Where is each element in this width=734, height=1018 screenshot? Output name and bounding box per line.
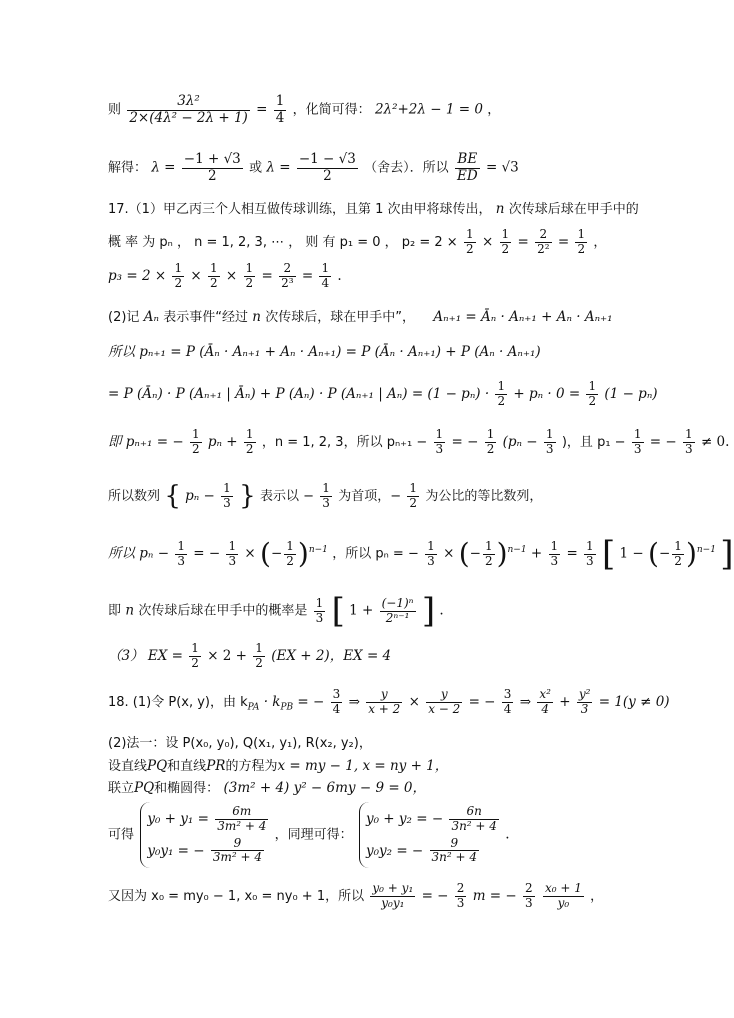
line-lambda-solution — [108, 152, 519, 184]
formula: 1 + — [349, 602, 374, 619]
fraction: $\frac{1}{2}$ — [209, 261, 218, 290]
formula: = P (Āₙ) · P (Aₙ₊₁ | Āₙ) + P (Aₙ) · P (Aₙ₊₁ | Aₙ) = (1 − pₙ) · — [108, 385, 490, 402]
text: 或 — [249, 160, 263, 176]
fraction: $\frac{1}{3}$ — [685, 427, 693, 456]
text: 的方程为 — [225, 759, 278, 774]
text: = − — [297, 693, 325, 710]
formula: (pₙ − — [502, 433, 538, 450]
formula: λ = — [151, 159, 176, 176]
fraction: $\frac{1}{4}$ — [275, 93, 285, 126]
text: (2)法一：设 P(x₀, y₀), Q(x₁, y₁), R(x₂, y₂)， — [108, 736, 372, 751]
text: 又因为 x₀ = my₀ − 1, x₀ = ny₀ + 1，所以 — [108, 888, 365, 904]
text: 可得 — [108, 827, 135, 843]
text: = — [557, 233, 570, 250]
text: ⇒ — [519, 693, 532, 710]
formula: n — [125, 602, 135, 619]
formula: · k — [263, 693, 281, 710]
fraction: $\frac{1}{3}$ — [633, 427, 642, 456]
formula: 2λ²+2λ − 1 = 0 — [374, 101, 483, 118]
text: × — [443, 545, 455, 562]
fraction: $\frac{1}{3}$ — [550, 538, 559, 568]
text: （舍去）．所以 — [364, 160, 449, 176]
text: = — [566, 545, 578, 562]
formula: x = my − 1, x = ny + 1， — [277, 758, 449, 774]
q18-part2-line2 — [108, 760, 448, 774]
fraction: $\frac{1}{2}$ — [409, 481, 418, 510]
text: ， — [593, 234, 607, 250]
text: ≠ 0. — [700, 433, 730, 450]
fraction: $\frac{2}{3}$ — [456, 881, 465, 910]
formula: pₙ + — [207, 433, 238, 450]
fraction: $\frac{1}{2}$ — [501, 227, 510, 256]
text: 18. (1)令 P(x, y)，由 k — [108, 694, 248, 710]
fraction: $\frac{1}{2}$ — [577, 227, 586, 256]
fraction: $\frac{y}{x - 2}$ — [428, 687, 461, 716]
fraction: $\frac{1}{2}$ — [497, 379, 506, 408]
text: (2)记 — [108, 310, 140, 325]
fraction: $\frac{1}{2}$ — [484, 538, 493, 568]
fraction: $\frac{2}{\text{2²}}$ — [537, 227, 550, 256]
text: 联立 — [108, 781, 135, 796]
fraction: $\frac{\text{y₀ + y₁}}{\text{y₀y₁}}$ — [372, 881, 414, 910]
subscript: PA — [247, 702, 260, 713]
fraction: $\frac{1}{3}$ — [586, 538, 594, 568]
fraction: $\frac{2}{3}$ — [525, 881, 533, 910]
formula: (1 − pₙ) — [604, 385, 658, 402]
q18-part2-line3 — [108, 782, 426, 796]
text: ， — [590, 888, 604, 904]
q17-part1-line1 — [108, 203, 639, 217]
q17-part1-line2 — [108, 228, 606, 257]
fraction: $\frac{\text{3λ²}}{\text{2×(4λ² − 2λ + 1)}}$ — [129, 93, 248, 126]
formula: n — [252, 309, 261, 325]
text: 和直线 — [167, 759, 207, 774]
fraction: $\frac{\text{(−1)ⁿ}}{\text{2ⁿ⁻¹}}$ — [381, 595, 414, 625]
text: ，所以 pₙ = − — [332, 546, 419, 562]
q18-part1-line — [108, 688, 670, 717]
formula: 所以 pₙ − — [108, 545, 170, 562]
text: 解得： — [108, 160, 148, 176]
formula: （3） EX = — [108, 647, 183, 664]
text: = − — [468, 693, 496, 710]
q17-part2-line3 — [108, 380, 658, 409]
q17-pn-line: 所以 pₙ − $\frac{1}{3}$ = − $\frac{1}{3}$ × (− $\frac{1}{2}$ )$^{n-1}$ ，所以 pₙ = − $\frac{1}{3}$ × (− $\frac{1}{2}$ )$^{n-1}$ + $\frac{1}{3}$ = $\frac{1}{3}$ [ 1 − (− $\frac{1}{2}$ )$^{n-1}$ ] — [108, 534, 734, 574]
fraction: $\frac{1}{2}$ — [588, 379, 597, 408]
text: 和椭圆得： — [154, 781, 220, 796]
subscript: PB — [280, 702, 294, 713]
text: ，同理可得： — [274, 827, 353, 843]
text: ，化简可得： — [292, 102, 371, 118]
exponent: n−1 — [308, 545, 328, 555]
formula: PQ — [147, 758, 168, 774]
text: )，且 p₁ − — [561, 434, 626, 450]
q17-part2-line1 — [108, 311, 613, 325]
text: 即 — [108, 603, 122, 619]
text: × — [190, 267, 202, 284]
line-lambda-equation — [108, 94, 500, 126]
fraction: $\frac{-1 - √3}{2}$ — [298, 151, 356, 184]
formula: m = − — [472, 887, 517, 904]
text: 设直线 — [108, 759, 148, 774]
fraction: $\frac{3}{4}$ — [332, 687, 341, 716]
q17-part2-line2 — [108, 346, 541, 360]
text: . — [505, 826, 510, 843]
fraction: $\frac{1}{2}$ — [255, 641, 263, 670]
fraction: $\frac{1}{2}$ — [191, 427, 200, 456]
fraction: $\frac{1}{4}$ — [321, 261, 330, 290]
text: + — [559, 693, 571, 710]
text: 次传球后，球在甲手中”， — [265, 310, 416, 325]
fraction: $\frac{\text{x²}}{4}$ — [539, 687, 551, 716]
text: 则 — [108, 102, 122, 118]
text: ⇒ — [348, 693, 360, 710]
formula: = √3 — [485, 159, 519, 176]
text: = — [301, 267, 314, 284]
text: 所以数列 — [108, 488, 161, 504]
text: = − — [421, 887, 449, 904]
fraction: $\frac{1}{2}$ — [191, 641, 199, 670]
text: ， — [487, 102, 501, 118]
formula: 即 pₙ₊₁ = − — [108, 433, 184, 450]
text: 表示事件“经过 — [163, 310, 248, 325]
fraction: $\frac{1}{3}$ — [177, 538, 185, 568]
fraction: $\frac{1}{3}$ — [228, 538, 237, 568]
formula: + pₙ · 0 = — [513, 385, 581, 402]
equation-system-q: y₀ + y₁ = $\frac{6m}{\text{3m² + 4}}$ y₀y₁ = − $\frac{9}{\text{3m² + 4}}$ — [140, 802, 270, 868]
fraction: $\frac{1}{2}$ — [286, 538, 294, 568]
fraction: $\frac{1}{3}$ — [435, 427, 444, 456]
fraction: $\frac{1}{2}$ — [674, 538, 682, 568]
q18-part2-line1 — [108, 737, 372, 751]
text: 次传球后球在甲手中的 — [508, 202, 639, 217]
text: 次传球后球在甲手中的概率是 — [138, 603, 308, 619]
q17-sequence-line: 所以数列 { pₙ − $\frac{1}{3}$ } 表示以 − $\frac{1}{3}$ 为首项，− $\frac{1}{2}$ 为公比的等比数列， — [108, 481, 543, 512]
fraction: $\frac{1}{3}$ — [427, 538, 435, 568]
fraction: $\frac{1}{2}$ — [486, 427, 495, 456]
fraction: $\frac{1}{2}$ — [174, 261, 183, 290]
text: . — [439, 602, 444, 619]
q18-part2-systems — [108, 802, 510, 868]
text: 表示以 − — [259, 488, 314, 504]
formula: PR — [206, 758, 226, 774]
fraction: $\frac{3}{4}$ — [503, 687, 512, 716]
formula: PQ — [134, 780, 155, 796]
fraction: $\frac{\text{x₀ + 1}}{\text{y₀}}$ — [544, 881, 582, 910]
fraction: $\frac{1}{3}$ — [545, 427, 554, 456]
formula: n — [495, 201, 505, 217]
text: × — [408, 693, 420, 710]
formula: 所以 pₙ₊₁ = P (Āₙ · Aₙ₊₁ + Aₙ · Aₙ₊₁) = P (Āₙ · Aₙ₊₁) + P (Aₙ · Aₙ₊₁) — [108, 344, 541, 360]
text: × — [481, 233, 494, 250]
text: ，n = 1, 2, 3，所以 pₙ₊₁ − — [261, 434, 428, 450]
text: 概 率 为 pₙ ， n = 1, 2, 3, ⋯ ， 则 有 p₁ = 0 ， p₂ = 2 × — [108, 234, 458, 250]
formula: Aₙ₊₁ = Āₙ · Aₙ₊₁ + Aₙ · Aₙ₊₁ — [433, 309, 613, 325]
text: 为公比的等比数列， — [425, 488, 543, 504]
exponent: n−1 — [696, 545, 716, 555]
fraction: $\frac{1}{3}$ — [322, 481, 330, 510]
formula: (EX + 2)，EX = 4 — [271, 647, 392, 664]
equation-system-r: y₀ + y₂ = − $\frac{6n}{\text{3n² + 4}}$ y₀y₂ = − $\frac{9}{\text{3n² + 4}}$ — [359, 802, 501, 868]
formula: (3m² + 4) y² − 6my − 9 = 0， — [223, 780, 427, 796]
q17-part3-line — [108, 642, 391, 671]
q18-part2-line5 — [108, 882, 603, 911]
text: × — [225, 267, 238, 284]
fraction: $\frac{\text{y²}}{3}$ — [578, 687, 591, 716]
q17-part2-line4 — [108, 428, 729, 457]
text: + — [530, 545, 543, 562]
text: = − — [451, 433, 479, 450]
formula: p₃ = 2 × — [108, 267, 167, 284]
fraction: $\frac{1}{2}$ — [466, 227, 474, 256]
fraction: $\frac{BE}{ED}$ — [456, 151, 478, 184]
formula: = 1(y ≠ 0) — [598, 693, 670, 710]
fraction: $\frac{1}{2}$ — [245, 261, 254, 290]
exponent: n−1 — [507, 545, 527, 555]
fraction: $\frac{1}{3}$ — [315, 595, 324, 625]
q17-part1-line3 — [108, 262, 342, 291]
text: = − — [649, 433, 677, 450]
text: = — [261, 267, 273, 284]
formula: 1 − — [619, 545, 644, 562]
text: × — [244, 545, 256, 562]
fraction: $\frac{1}{2}$ — [245, 427, 254, 456]
text: × 2 + — [207, 647, 247, 664]
fraction: $\frac{y}{x + 2}$ — [368, 687, 401, 716]
fraction: $\frac{1}{3}$ — [223, 481, 231, 510]
text: . — [337, 267, 342, 284]
text: 17.（1）甲乙丙三个人相互做传球训练，且第 1 次由甲将球传出， — [108, 202, 492, 217]
text: = — [517, 233, 529, 250]
text: = — [256, 101, 268, 118]
fraction: $\frac{2}{\text{2³}}$ — [281, 261, 294, 290]
text: = − — [193, 545, 221, 562]
formula: λ = — [266, 159, 291, 176]
text: 为首项，− — [338, 488, 402, 504]
formula: pₙ − — [185, 487, 215, 504]
formula: Aₙ — [143, 309, 159, 325]
q17-conclusion-line: 即 n 次传球后球在甲手中的概率是 $\frac{1}{3}$ [ 1 + $\frac{\text{(−1)ⁿ}}{\text{2ⁿ⁻¹}}$ ] . — [108, 591, 444, 631]
fraction: $\frac{-1 + √3}{2}$ — [183, 151, 241, 184]
